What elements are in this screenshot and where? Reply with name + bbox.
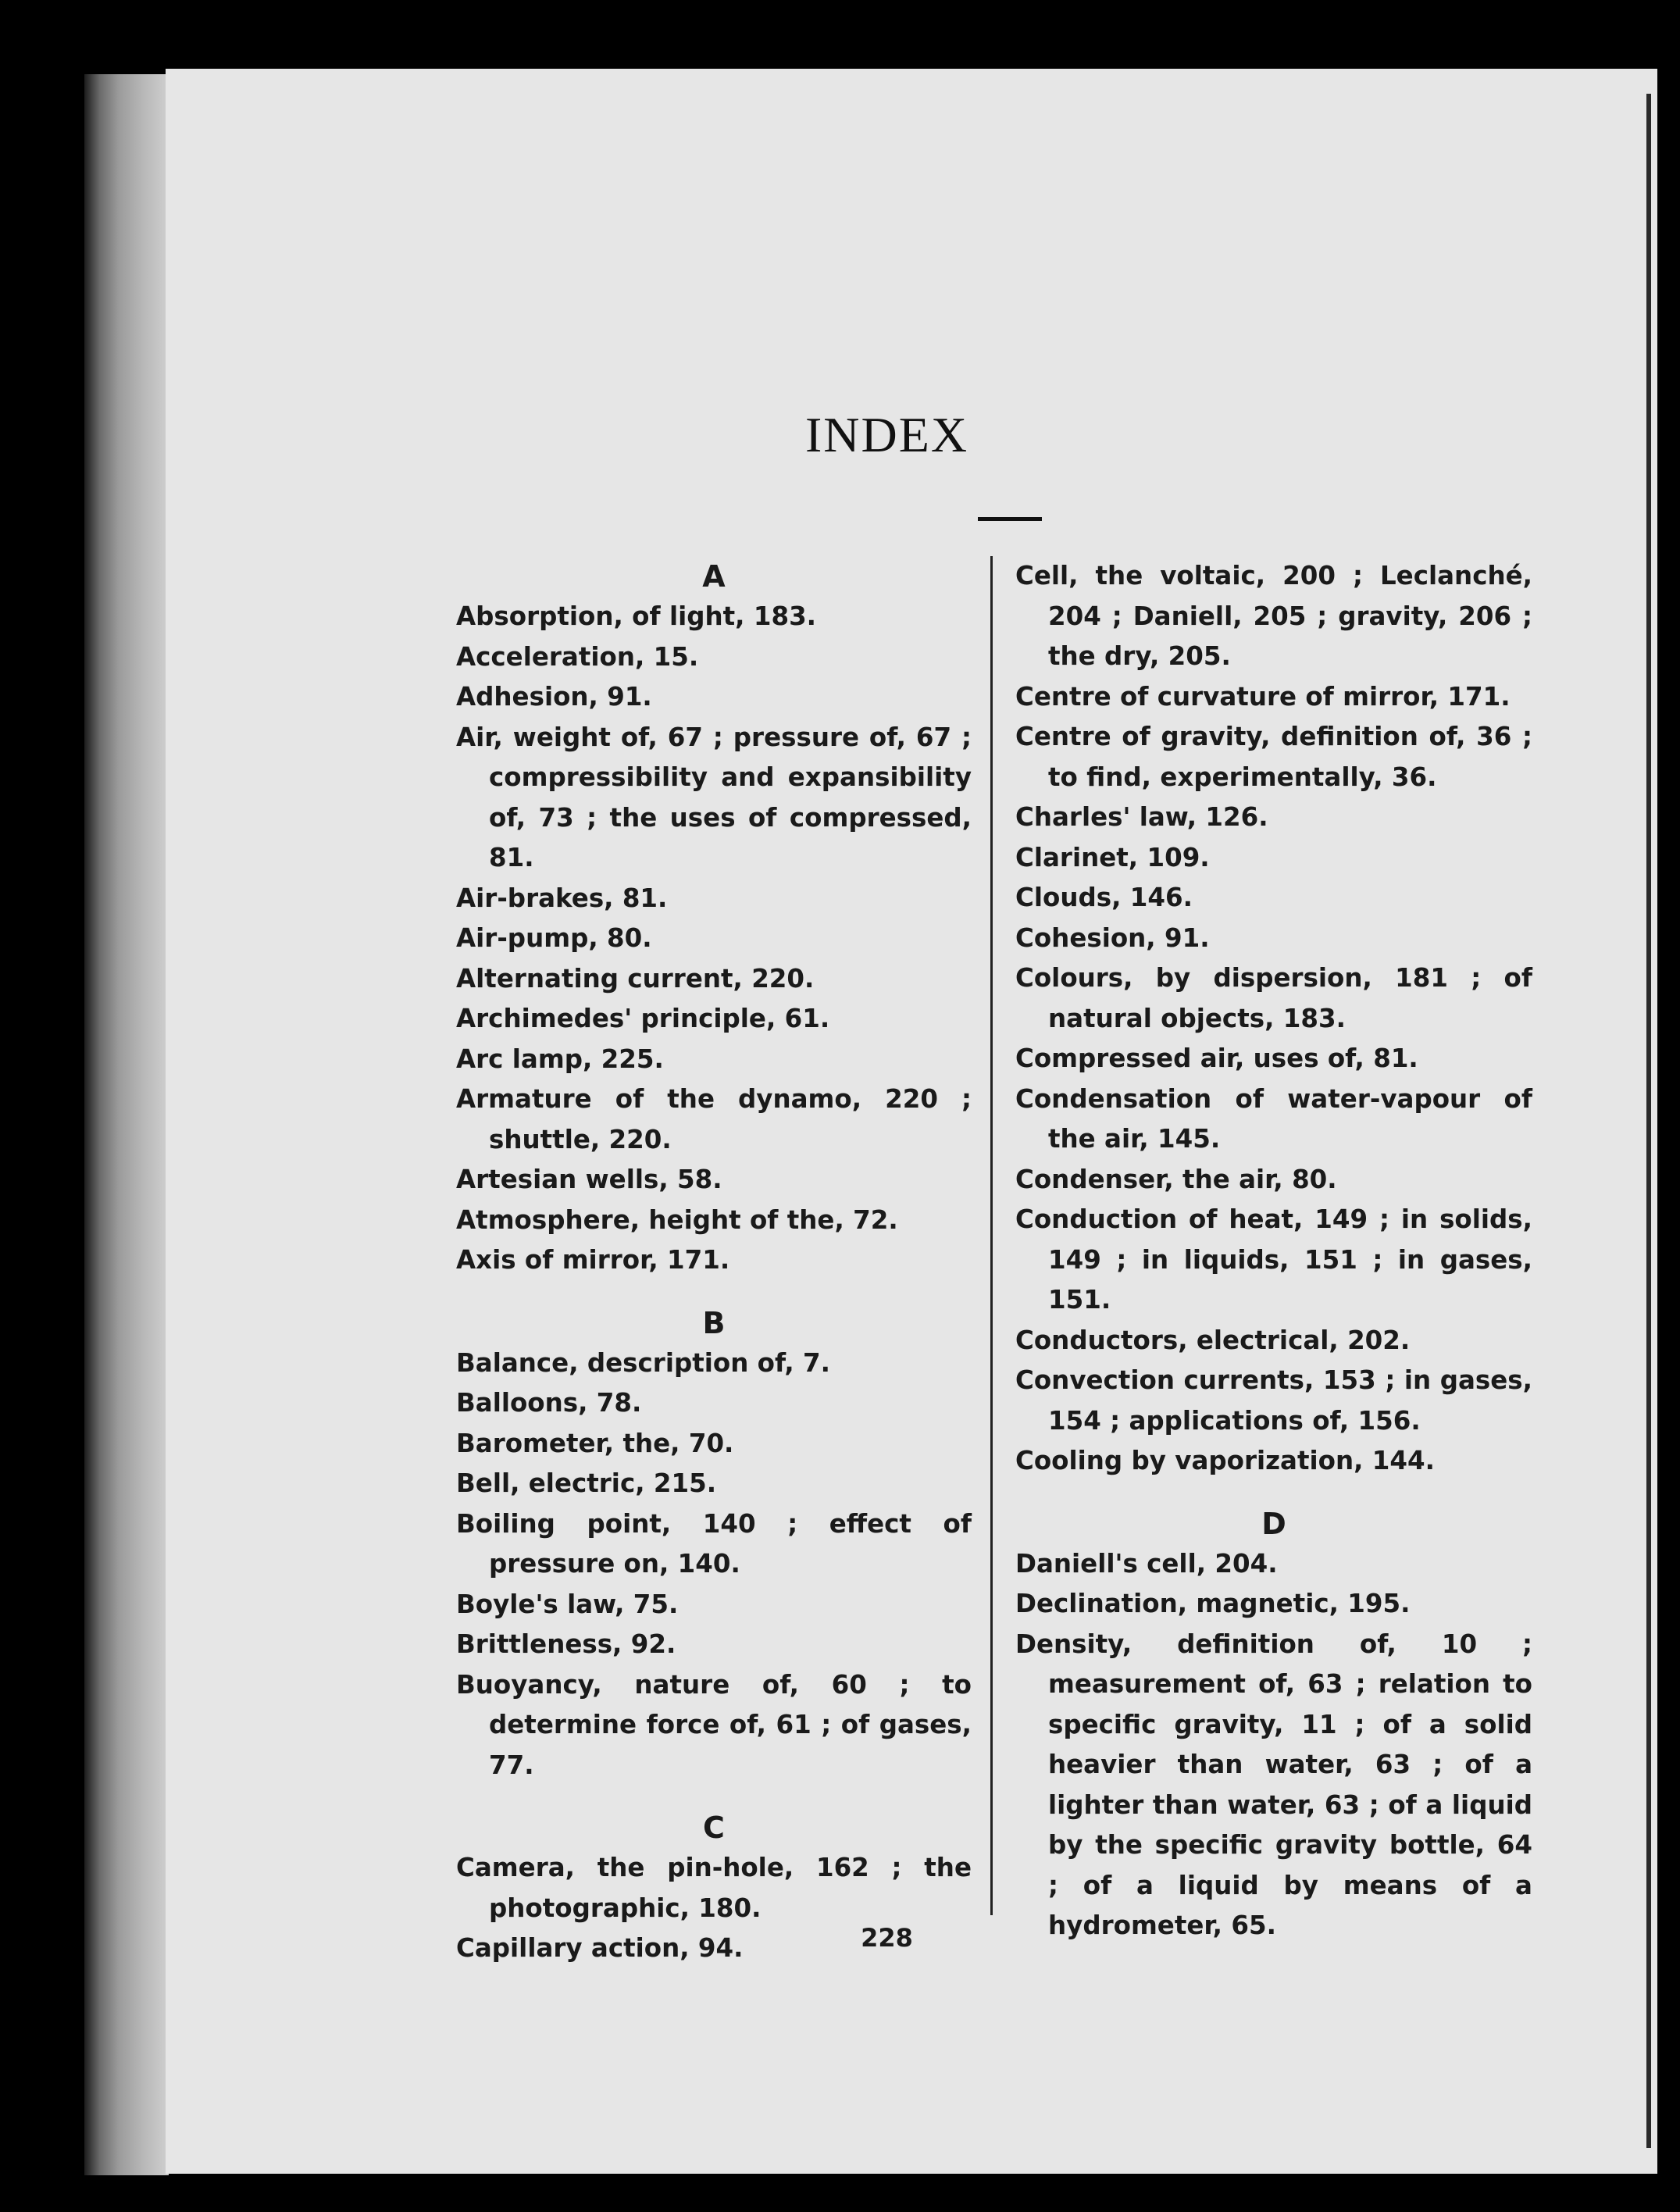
index-entry: Acceleration, 15. <box>456 641 699 672</box>
index-column-left <box>456 556 972 1969</box>
index-entry: Colours, by dispersion, 181 ; of natural objects, 183. <box>1015 963 1532 1033</box>
index-entry: Daniell's cell, 204. <box>1015 1548 1278 1579</box>
index-entry: Barometer, the, 70. <box>456 1428 734 1458</box>
index-entry: Atmosphere, height of the, 72. <box>456 1204 898 1235</box>
index-entry: Conduction of heat, 149 ; in solids, 149 ; in liquids, 151 ; in gases, 151. <box>1015 1204 1532 1315</box>
index-entry: Alternating current, 220. <box>456 963 815 994</box>
page-title: INDEX <box>804 407 969 462</box>
section-letter-b: B <box>702 1305 726 1340</box>
book-spine <box>84 74 169 2175</box>
index-entry: Condensation of water-vapour of the air, 145. <box>1015 1083 1532 1154</box>
index-entry: Centre of gravity, definition of, 36 ; to find, experimentally, 36. <box>1015 722 1532 792</box>
index-entry: Buoyancy, nature of, 60 ; to determine force of, 61 ; of gases, 77. <box>456 1669 972 1780</box>
index-entry: Archimedes' principle, 61. <box>456 1004 830 1033</box>
index-entry: Artesian wells, 58. <box>456 1165 722 1194</box>
index-entry: Cell, the voltaic, 200 ; Leclanché, 204 ; Daniell, 205 ; gravity, 206 ; the dry, 205. <box>1015 561 1532 671</box>
index-entry: Boyle's law, 75. <box>456 1589 679 1619</box>
index-entry: Air, weight of, 67 ; pressure of, 67 ; compressibility and expansibility of, 73 ; the uses of compressed, 81. <box>456 722 972 872</box>
index-entry: Air-brakes, 81. <box>456 883 668 913</box>
index-entry: Compressed air, uses of, 81. <box>1015 1044 1418 1073</box>
page-edge <box>1646 94 1651 2148</box>
index-entry: Bell, electric, 215. <box>456 1468 717 1498</box>
index-entry: Adhesion, 91. <box>456 682 652 712</box>
index-entry: Convection currents, 153 ; in gases, 154 ; applications of, 156. <box>1015 1365 1532 1436</box>
index-entry: Armature of the dynamo, 220 ; shuttle, 220. <box>456 1084 972 1154</box>
section-letter-d: D <box>1261 1506 1286 1541</box>
index-entry: Camera, the pin-hole, 162 ; the photographic, 180. <box>456 1853 972 1923</box>
index-entry: Capillary action, 94. <box>456 1933 744 1963</box>
index-entry: Clarinet, 109. <box>1015 842 1210 872</box>
index-entry: Axis of mirror, 171. <box>456 1245 730 1275</box>
section-letter-a: A <box>702 559 726 594</box>
index-column-right <box>1015 556 1532 1946</box>
index-entry: Declination, magnetic, 195. <box>1015 1589 1411 1618</box>
page-number: 228 <box>861 1923 913 1953</box>
index-entry: Cooling by vaporization, 144. <box>1015 1446 1435 1475</box>
title-rule <box>978 517 1042 521</box>
index-entry: Absorption, of light, 183. <box>456 601 817 631</box>
index-entry: Charles' law, 126. <box>1015 802 1268 832</box>
index-entry: Balance, description of, 7. <box>456 1347 830 1378</box>
index-entry: Cohesion, 91. <box>1015 922 1210 953</box>
index-entry: Arc lamp, 225. <box>456 1044 664 1074</box>
section-letter-c: C <box>703 1811 725 1845</box>
index-entry: Conductors, electrical, 202. <box>1015 1325 1411 1355</box>
column-divider <box>990 556 993 1915</box>
index-entry: Density, definition of, 10 ; measurement of, 63 ; relation to specific gravity, 11 ; of a solid heavier than water, 63 ; of a lighter than water, 63 ; of a liquid by the specific gravity bottle, 64 ; of a liquid by means of a hydrometer, 65. <box>1015 1629 1532 1940</box>
index-entry: Centre of curvature of mirror, 171. <box>1015 681 1511 712</box>
index-entry: Boiling point, 140 ; effect of pressure on, 140. <box>456 1508 972 1579</box>
index-entry: Clouds, 146. <box>1015 883 1193 912</box>
index-entry: Balloons, 78. <box>456 1388 642 1418</box>
index-entry: Brittleness, 92. <box>456 1629 676 1659</box>
index-entry: Condenser, the air, 80. <box>1015 1164 1337 1194</box>
index-entry: Air-pump, 80. <box>456 923 652 953</box>
